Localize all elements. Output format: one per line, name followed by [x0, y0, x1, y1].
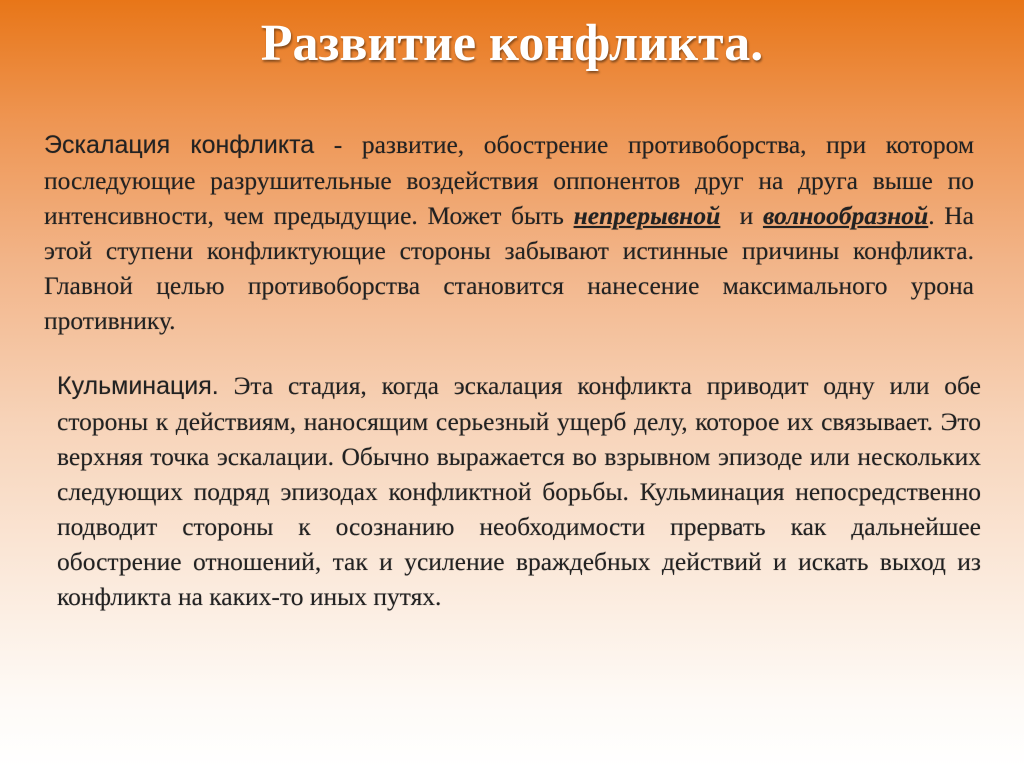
escalation-text-before: - развитие, обострение противоборства, при котором последующие разрушительные воздействия оппонентов друг на друга выше по интенсивности, чем предыдущие. Может быть [44, 130, 974, 230]
escalation-text-after: . На этой ступени конфликтующие стороны забывают истинные причины конфликта. Главной целью противоборства становится нанесение максимального урона противнику. [44, 201, 975, 335]
escalation-emphasis-wave: волнообразной [763, 201, 929, 230]
escalation-text-middle: и [720, 201, 764, 230]
culmination-paragraph [57, 368, 981, 614]
escalation-emphasis-continuous: непрерывной [573, 201, 721, 230]
escalation-paragraph [44, 127, 974, 338]
escalation-term: Эскалация конфликта [44, 131, 315, 159]
culmination-term: Кульминация. [57, 372, 219, 400]
slide-title: Развитие конфликта. [260, 15, 764, 72]
culmination-text: Эта стадия, когда эскалация конфликта приводит одну или обе стороны к действиям, наносящим серьезный ущерб делу, которое их связывает. Это верхняя точка эскалации. Обычно выражается во взрывном эпизоде или нескольких следующих подряд эпизодах конфликтной борьбы. Кульминация непосредственно подводит стороны к осознанию необходимости прервать как дальнейшее обострение отношений, так и усиление враждебных действий и искать выход из конфликта на каких-то иных путях. [57, 371, 981, 611]
